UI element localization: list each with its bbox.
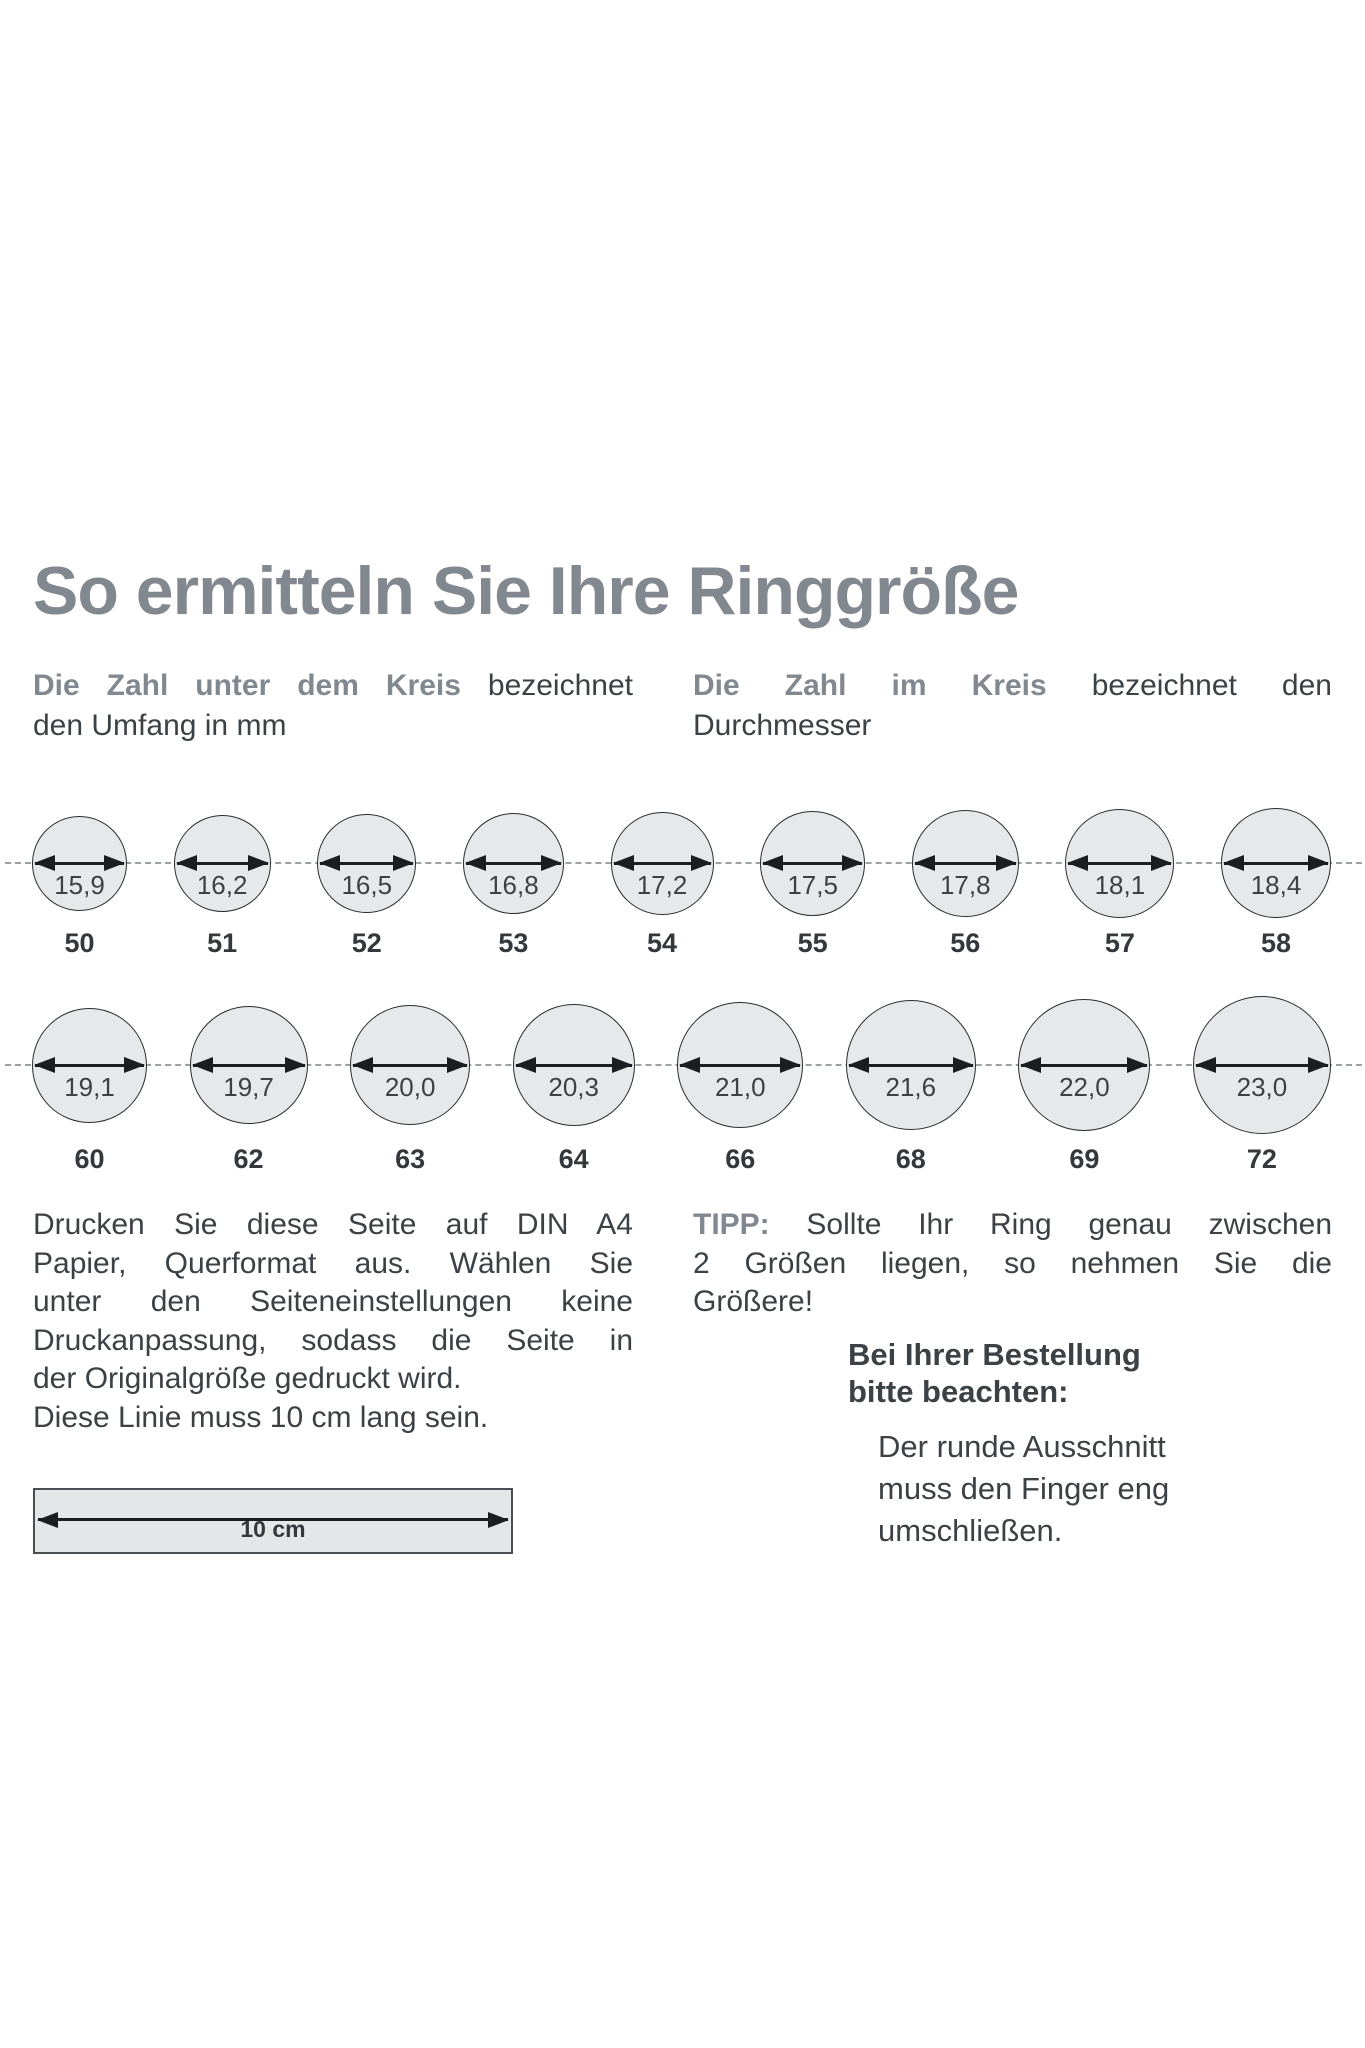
order-note-heading: Bei Ihrer Bestellung bitte beachten: [848,1336,1141,1409]
tip-line3: Größere! [693,1285,814,1319]
ring-size-number: 53 [498,928,529,958]
ring-size-number: 63 [395,1144,426,1174]
subtitle-right-rest: bezeichnet den [1046,669,1332,702]
diameter-label: 20,3 [548,1072,599,1102]
print-line: Papier, Querformat aus. Wählen Sie [33,1246,633,1280]
ring-circle [32,816,127,911]
ring-size-number: 68 [895,1144,926,1174]
ring-size-number: 58 [1260,928,1292,958]
diameter-label: 16,5 [341,870,393,900]
print-line: unter den Seiteneinstellungen keine [33,1285,633,1319]
diameter-label: 19,1 [64,1072,115,1102]
ring-size-item [677,995,803,1175]
print-line: der Originalgröße gedruckt wird. [33,1362,462,1396]
ring-size-item [32,995,147,1175]
ring-circle [463,813,564,914]
diameter-label: 22,0 [1059,1072,1110,1102]
circle-wrap [1193,995,1331,1135]
circle-wrap [846,995,976,1135]
ring-size-item [1018,995,1150,1175]
print-line: Drucken Sie diese Seite auf DIN A4 [33,1208,633,1241]
ring-size-item [513,995,635,1175]
ring-size-item [846,995,976,1175]
ring-circle [760,811,865,916]
tip-line1 [693,1206,1332,1245]
tip-column [693,1206,1332,1554]
ring-size-number: 54 [646,928,678,958]
ring-size-item [350,995,470,1175]
ring-circle [1221,808,1331,918]
ring-size-item [611,807,714,959]
diameter-label: 23,0 [1236,1072,1288,1102]
diameter-label: 20,0 [384,1072,436,1102]
ring-size-item [760,807,865,959]
diameter-label: 21,0 [714,1072,766,1102]
circle-wrap [1065,807,1174,919]
ring-circle [190,1006,308,1124]
circle-wrap [174,807,271,919]
diameter-label: 17,2 [636,870,688,900]
ring-size-item [1221,807,1331,959]
print-instructions-column [33,1206,633,1554]
circle-wrap [513,995,635,1135]
ring-size-item [190,995,308,1175]
diameter-label: 18,1 [1094,870,1146,900]
circle-wrap [463,807,564,919]
ring-size-item [317,807,416,959]
ring-size-item [1193,995,1331,1175]
circle-wrap [1018,995,1150,1135]
ring-size-number: 66 [725,1144,756,1174]
subtitle-left [33,666,633,746]
ring-size-number: 56 [950,928,981,958]
circle-wrap [760,807,865,919]
ring-circle [1193,996,1331,1134]
ring-size-item [174,807,271,959]
ring-size-number: 57 [1104,928,1135,958]
subtitle-left-line1 [33,666,633,706]
subtitle-left-line2: den Umfang in mm [33,709,287,742]
subtitle-section [33,666,1332,746]
print-line: Druckanpassung, sodass die Seite in [33,1323,633,1357]
ring-size-number: 51 [207,928,238,958]
ring-size-item [1065,807,1174,959]
order-note-body: Der runde Ausschnitt muss den Finger eng umschließen. [878,1428,1170,1548]
diameter-label: 18,4 [1250,870,1302,900]
ring-circle [317,814,416,913]
tip-lead: TIPP: [693,1208,770,1241]
diameter-label: 16,8 [488,870,539,900]
tip-rest: Sollte Ihr Ring genau zwischen [769,1208,1332,1241]
bottom-section [33,1206,1332,1554]
ring-circle [677,1002,803,1128]
subtitle-left-lead: Die Zahl unter dem Kreis [33,669,461,702]
subtitle-right-line2: Durchmesser [693,709,872,742]
diameter-label: 21,6 [885,1072,937,1102]
ring-size-item [32,807,127,959]
ring-circle [912,810,1019,917]
ring-size-number: 72 [1246,1144,1277,1174]
ring-size-number: 64 [558,1144,589,1174]
tip-line2: 2 Größen liegen, so nehmen Sie die [693,1246,1332,1280]
circle-wrap [1221,807,1331,919]
ring-circle [32,1008,147,1123]
page-title: So ermitteln Sie Ihre Ringgröße [33,553,1019,629]
diameter-label: 19,7 [223,1072,274,1102]
circle-wrap [32,995,147,1135]
circle-wrap [611,807,714,919]
circle-wrap [350,995,470,1135]
diameter-label: 17,8 [939,870,991,900]
subtitle-left-rest: bezeichnet [460,669,633,702]
print-instructions [33,1206,633,1438]
ring-row-1 [32,807,1331,959]
ring-size-number: 55 [797,928,828,958]
tip-paragraph [693,1206,1332,1322]
ring-circle [350,1005,470,1125]
ring-size-item [463,807,564,959]
ring-circle [174,815,271,912]
diameter-label: 16,2 [196,870,248,900]
diameter-label: 17,5 [787,870,838,900]
ring-circle [846,1000,976,1130]
subtitle-right [693,666,1332,746]
subtitle-right-line1 [693,666,1332,706]
ring-size-item [912,807,1019,959]
ring-size-number: 50 [64,928,95,958]
circle-wrap [912,807,1019,919]
circle-wrap [677,995,803,1135]
ruler-10cm [33,1488,513,1554]
diameter-label: 15,9 [54,870,105,900]
circle-wrap [32,807,127,919]
circle-wrap [317,807,416,919]
circle-wrap [190,995,308,1135]
ring-circle [1065,809,1174,918]
ring-size-number: 62 [233,1144,264,1174]
ruler-label: 10 cm [240,1515,306,1542]
ring-circle [611,812,714,915]
print-line: Diese Linie muss 10 cm lang sein. [33,1400,489,1434]
subtitle-right-lead: Die Zahl im Kreis [693,669,1047,702]
ring-circle [513,1004,635,1126]
ring-size-number: 52 [351,928,382,958]
ring-size-number: 69 [1069,1144,1100,1174]
ring-row-2 [32,995,1331,1175]
ring-circle [1018,999,1150,1131]
ring-size-number: 60 [74,1144,105,1174]
